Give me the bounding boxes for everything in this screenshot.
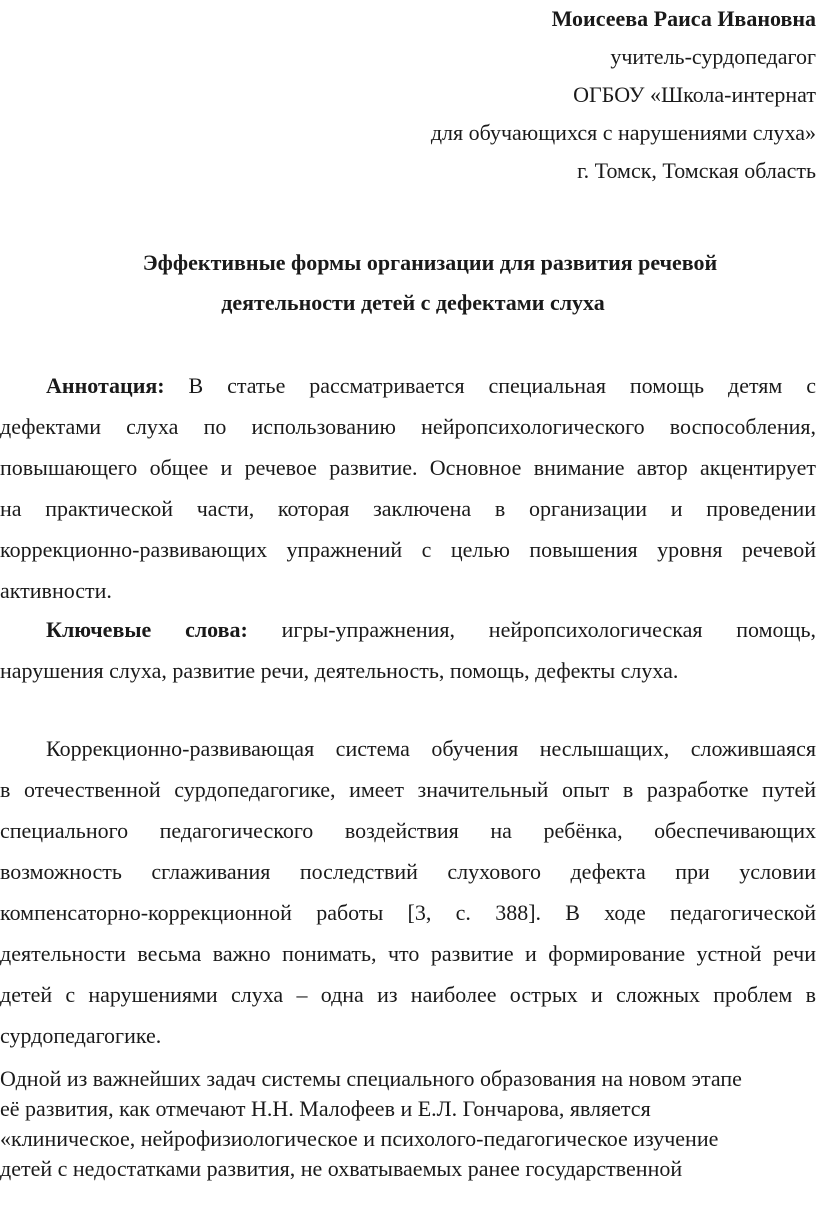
body-line: в отечественной сурдопедагогике, имеет значительный опыт в разработке путей — [0, 777, 816, 802]
article-title — [0, 243, 816, 323]
body-line: компенсаторно-коррекционной работы [3, с. 388]. В ходе педагогической — [0, 900, 816, 925]
body-line: детей с недостатками развития, не охватываемых ранее государственной — [0, 1156, 683, 1181]
keywords-line: нарушения слуха, развитие речи, деятельность, помощь, дефекты слуха. — [0, 658, 679, 683]
annotation-line: коррекционно-развивающих упражнений с целью повышения уровня речевой — [0, 537, 816, 562]
author-city: г. Томск, Томская область — [577, 158, 816, 183]
annotation-paragraph — [0, 365, 816, 611]
body-paragraph-1 — [0, 728, 816, 1056]
author-organization-line-2: для обучающихся с нарушениями слуха» — [430, 120, 816, 145]
body-line: деятельности весьма важно понимать, что развитие и формирование устной речи — [0, 941, 816, 966]
body-line: возможность сглаживания последствий слухового дефекта при условии — [0, 859, 816, 884]
body-line: её развития, как отмечают Н.Н. Малофеев и Е.Л. Гончарова, является — [0, 1096, 651, 1121]
body-paragraph-2 — [0, 1064, 816, 1184]
annotation-line: на практической части, которая заключена в организации и проведении — [0, 496, 816, 521]
author-organization-line-1: ОГБОУ «Школа-интернат — [573, 82, 816, 107]
author-name: Моисеева Раиса Ивановна — [551, 6, 816, 31]
annotation-label: Аннотация: — [46, 373, 165, 398]
body-line: специального педагогического воздействия на ребёнка, обеспечивающих — [0, 818, 816, 843]
body-line: Коррекционно-развивающая система обучения неслышащих, сложившаяся — [46, 736, 816, 761]
body-line: «клиническое, нейрофизиологическое и психолого-педагогическое изучение — [0, 1126, 719, 1151]
annotation-line: активности. — [0, 578, 112, 603]
title-line-1: Эффективные формы организации для развития речевой — [142, 250, 718, 275]
body-line: детей с нарушениями слуха – одна из наиболее острых и сложных проблем в — [0, 982, 816, 1007]
annotation-line: дефектами слуха по использованию нейропсихологического воспособления, — [0, 414, 816, 439]
body-line: Одной из важнейших задач системы специального образования на новом этапе — [0, 1066, 742, 1091]
annotation-line — [0, 365, 816, 406]
title-line-2: деятельности детей с дефектами слуха — [221, 290, 605, 315]
annotation-text: В статье рассматривается специальная помощь детям с — [164, 373, 816, 398]
body-line: сурдопедагогике. — [0, 1023, 162, 1048]
author-info — [0, 0, 816, 190]
annotation-line: повышающего общее и речевое развитие. Основное внимание автор акцентирует — [0, 455, 816, 480]
keywords-text: игры-упражнения, нейропсихологическая помощь, — [247, 617, 816, 642]
keywords-label: Ключевые слова: — [46, 617, 248, 642]
author-position: учитель-сурдопедагог — [610, 44, 816, 69]
keywords-paragraph — [0, 609, 816, 691]
keywords-line — [0, 609, 816, 650]
